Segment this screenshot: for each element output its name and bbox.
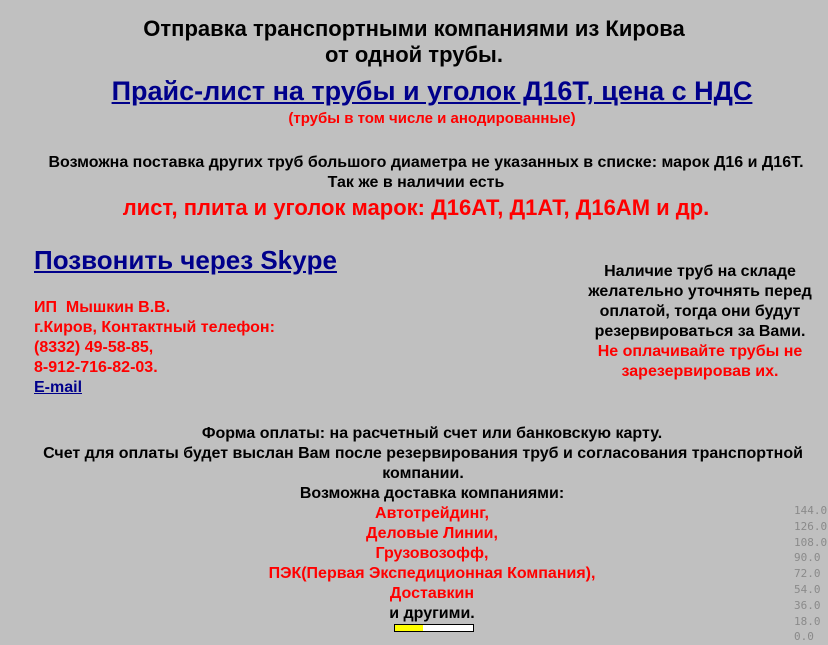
scale-label: 90.0 <box>794 551 821 565</box>
carrier-item: Грузовозофф, <box>375 545 489 562</box>
carrier-item: Доставкин <box>389 585 475 602</box>
email-link[interactable]: E-mail <box>34 379 83 396</box>
scale-label: 72.0 <box>794 567 821 581</box>
scale-label: 108.0 <box>794 535 828 549</box>
page-heading <box>0 16 828 68</box>
contact-name: ИП Мышкин В.В. <box>34 299 171 316</box>
visitor-counter-badge[interactable] <box>394 624 474 632</box>
scale-label: 54.0 <box>794 582 821 596</box>
skype-call-link[interactable]: Позвонить через Skype <box>34 245 337 275</box>
heading-line-1: Отправка транспортными компаниями из Кирова <box>143 16 685 41</box>
scale-label: 0.0 <box>794 630 814 644</box>
payment-form-line: Форма оплаты: на расчетный счет или банковскую карту. <box>201 425 663 442</box>
delivery-intro-line: Возможна доставка компаниями: <box>299 485 565 502</box>
carrier-list <box>18 504 828 624</box>
carrier-item: ПЭК(Первая Экспедиционная Компания), <box>268 565 596 582</box>
contact-phone-1: (8332) 49-58-85, <box>34 339 154 356</box>
contact-phone-2: 8-912-716-82-03. <box>34 359 158 376</box>
stock-warning-line: зарезервировав их. <box>621 363 779 380</box>
price-link-container <box>0 76 828 106</box>
contact-city-phone-label: г.Киров, Контактный телефон: <box>34 319 275 336</box>
availability-materials: лист, плита и уголок марок: Д16АТ, Д1АТ, Д16АМ и др. <box>122 195 710 220</box>
contact-block <box>34 298 275 398</box>
availability-line-1: Возможна поставка других труб большого диаметра не указанных в списке: марок Д16 и Д16Т. <box>48 154 804 171</box>
anodized-subtitle: (трубы в том числе и анодированные) <box>288 110 576 127</box>
price-list-link[interactable]: Прайс-лист на трубы и уголок Д16Т, цена с НДС <box>111 76 753 106</box>
carrier-list-end: и другими. <box>389 605 475 622</box>
scale-label: 18.0 <box>794 614 821 628</box>
carrier-item: Автотрейдинг, <box>375 505 489 522</box>
stock-notice-line: оплатой, тогда они будут <box>599 303 801 320</box>
stock-notice-line: желательно уточнять перед <box>588 283 812 300</box>
scale-label: 126.0 <box>794 519 828 533</box>
stock-warning-line: Не оплачивайте трубы не <box>597 343 803 360</box>
stock-notice-line: Наличие труб на складе <box>604 263 796 280</box>
stock-notice <box>572 262 828 382</box>
carrier-item: Деловые Линии, <box>366 525 498 542</box>
counter-badge-segment <box>395 625 423 631</box>
scale-label: 36.0 <box>794 598 821 612</box>
side-scale <box>794 503 828 645</box>
heading-line-2: от одной трубы. <box>325 42 503 67</box>
scale-label: 144.0 <box>794 504 828 517</box>
availability-line-2: Так же в наличии есть <box>327 174 505 191</box>
stock-notice-line: резервироваться за Вами. <box>594 323 806 340</box>
payment-invoice-line: Счет для оплаты будет выслан Вам после резервирования труб и согласования транспортной компании. <box>43 445 803 482</box>
